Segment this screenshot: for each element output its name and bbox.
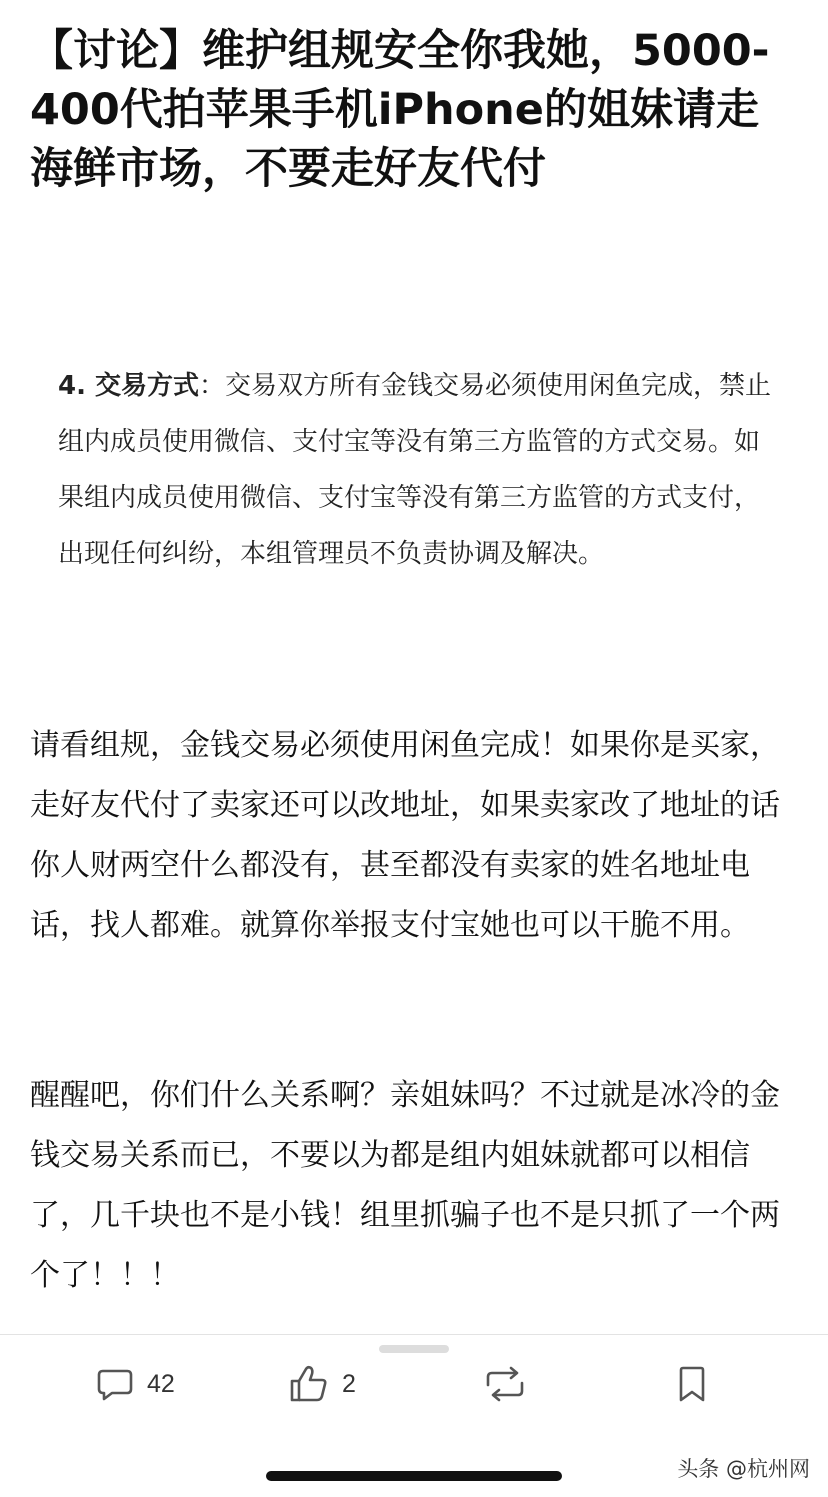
post-paragraph-2: 醒醒吧，你们什么关系啊？亲姐妹吗？不过就是冰冷的金钱交易关系而已，不要以为都是组内姐妹就都可以相信了，几千块也不是小钱！组里抓骗子也不是只抓了一个两个了！！！ <box>30 1078 780 1293</box>
source-watermark: 头条 @杭州网 <box>677 1457 810 1481</box>
thumbs-up-icon <box>288 1363 330 1405</box>
comment-bubble-icon <box>95 1364 135 1404</box>
repost-icon <box>482 1364 528 1404</box>
home-indicator <box>266 1471 562 1481</box>
repost-button[interactable] <box>482 1352 528 1416</box>
rule-body: ：交易双方所有金钱交易必须使用闲鱼完成，禁止组内成员使用微信、支付宝等没有第三方监管的方式交易。如果组内成员使用微信、支付宝等没有第三方监管的方式支付，出现任何纠纷，本组管理员不负责协调及解决。 <box>58 371 772 569</box>
rule-heading: 4. 交易方式 <box>58 371 200 401</box>
quoted-group-rule <box>58 358 778 582</box>
post-title: 【讨论】维护组规安全你我她，5000-400代拍苹果手机iPhone的姐妹请走海鲜市场，不要走好友代付 <box>30 26 770 194</box>
comment-count: 42 <box>147 1369 175 1398</box>
action-bar <box>0 1352 828 1416</box>
like-button[interactable] <box>288 1352 356 1416</box>
post-paragraph-1: 请看组规，金钱交易必须使用闲鱼完成！如果你是买家，走好友代付了卖家还可以改地址，如果卖家改了地址的话你人财两空什么都没有，甚至都没有卖家的姓名地址电话，找人都难。就算你举报支付宝她也可以干脆不用。 <box>30 728 780 943</box>
comment-button[interactable] <box>95 1352 175 1416</box>
bookmark-icon <box>673 1364 711 1404</box>
bookmark-button[interactable] <box>673 1352 711 1416</box>
bottom-divider <box>0 1334 828 1335</box>
like-count: 2 <box>342 1369 356 1398</box>
